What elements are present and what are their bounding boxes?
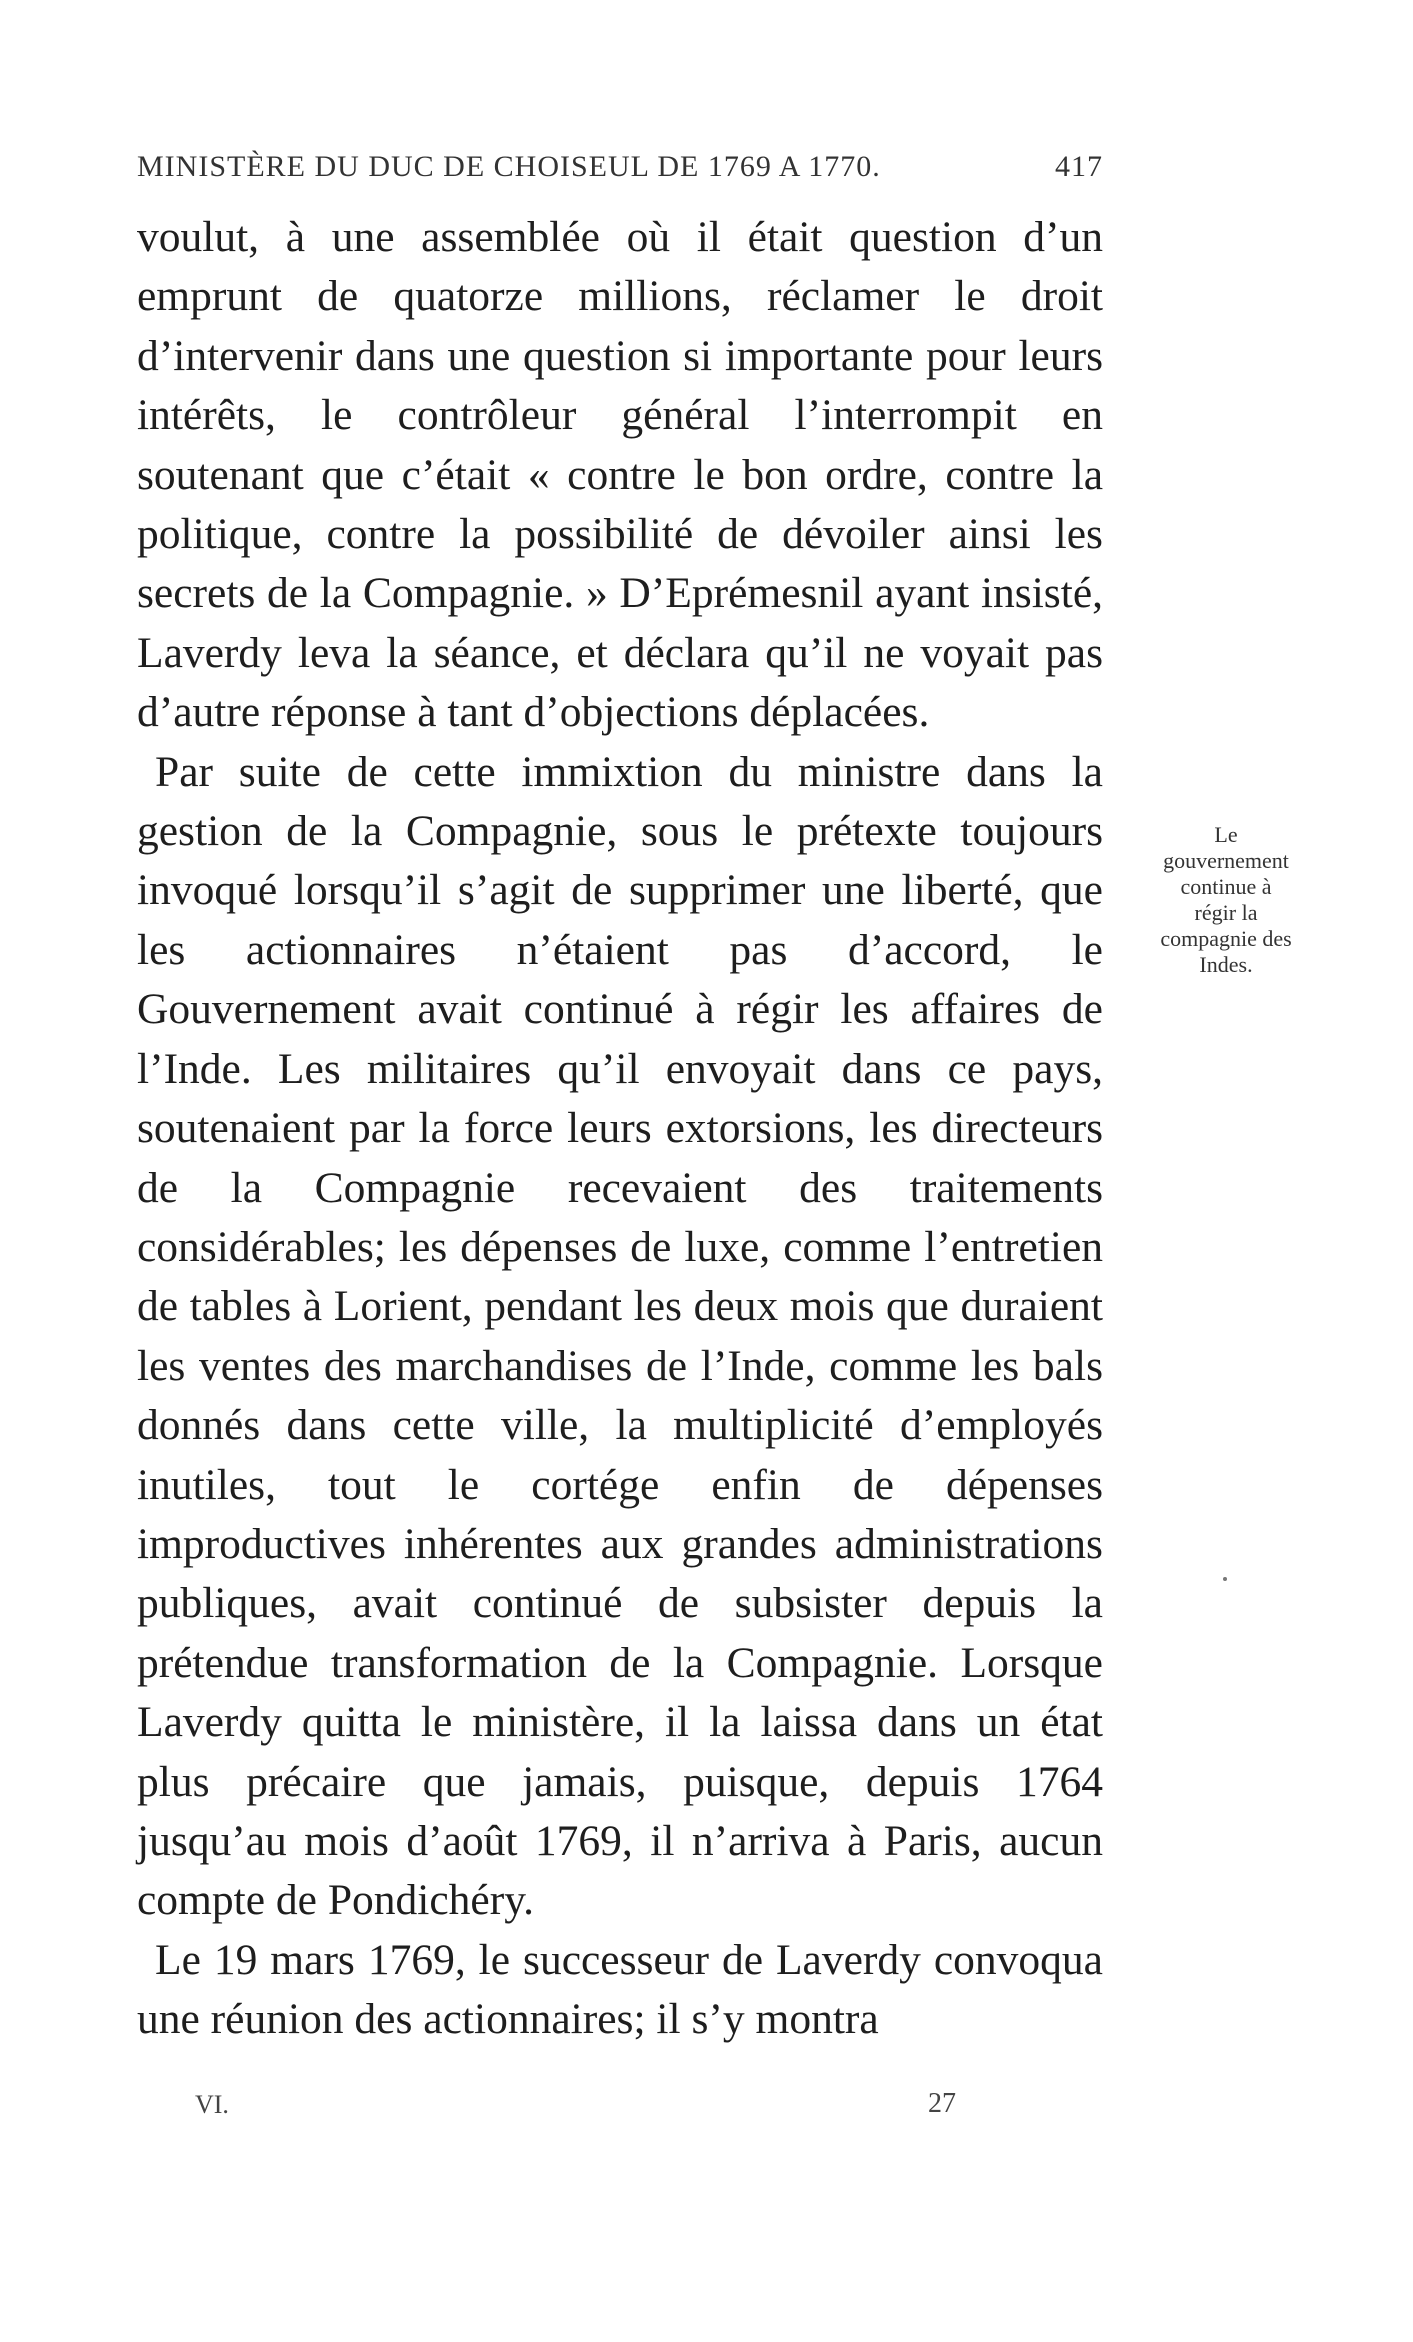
folio-number: 27 bbox=[928, 2088, 956, 2119]
paragraph-1: voulut, à une assemblée où il était question d’un emprunt de quatorze millions, réclamer le droit d’intervenir dans une question si importante pour leurs intérêts, le contrôleur général l’interrompit en soutenant que c’était « contre le bon ordre, contre la politique, contre la possibilité de dévoiler ainsi les secrets de la Compagnie. » D’Eprémesnil ayant insisté, Laverdy leva la séance, et déclara qu’il ne voyait pas d’autre réponse à tant d’objections déplacées. bbox=[137, 213, 1103, 737]
page-number: 417 bbox=[1055, 150, 1103, 183]
margin-note-line: continue à bbox=[1180, 874, 1272, 899]
margin-note-line: compagnie des bbox=[1160, 926, 1292, 951]
margin-note-line: Indes. bbox=[1199, 952, 1253, 977]
margin-note-line: gouvernement bbox=[1163, 848, 1289, 873]
body-text bbox=[137, 208, 1103, 2050]
margin-note bbox=[1126, 822, 1326, 978]
running-head-title: MINISTÈRE DU DUC DE CHOISEUL DE 1769 A 1770. bbox=[137, 150, 881, 183]
signature-mark: VI. bbox=[195, 2090, 229, 2119]
running-head bbox=[137, 150, 1103, 194]
margin-note-line: régir la bbox=[1194, 900, 1258, 925]
paragraph-2: Par suite de cette immixtion du ministre dans la gestion de la Compagnie, sous le prétexte toujours invoqué lorsqu’il s’agit de supprimer une liberté, que les actionnaires n’étaient pas d’accord, le Gouvernement avait continué à régir les affaires de l’Inde. Les militaires qu’il envoyait dans ce pays, soutenaient par la force leurs extorsions, les directeurs de la Compagnie recevaient des traitements considérables; les dépenses de luxe, comme l’entretien de tables à Lorient, pendant les deux mois que duraient les ventes des marchandises de l’Inde, comme les bals donnés dans cette ville, la multiplicité d’employés inutiles, tout le cortége enfin de dépenses improductives inhérentes aux grandes administrations publiques, avait continué de subsister depuis la prétendue transformation de la Compagnie. Lorsque Laverdy quitta le ministère, il la laissa dans un état plus précaire que jamais, puisque, depuis 1764 jusqu’au mois d’août 1769, il n’arriva à Paris, aucun compte de Pondichéry. bbox=[137, 747, 1103, 1925]
margin-note-line: Le bbox=[1214, 822, 1238, 847]
paragraph-3: Le 19 mars 1769, le successeur de Laverdy convoqua une réunion des actionnaires; il s’y montra bbox=[137, 1935, 1103, 2044]
ink-speck bbox=[1223, 1577, 1227, 1581]
